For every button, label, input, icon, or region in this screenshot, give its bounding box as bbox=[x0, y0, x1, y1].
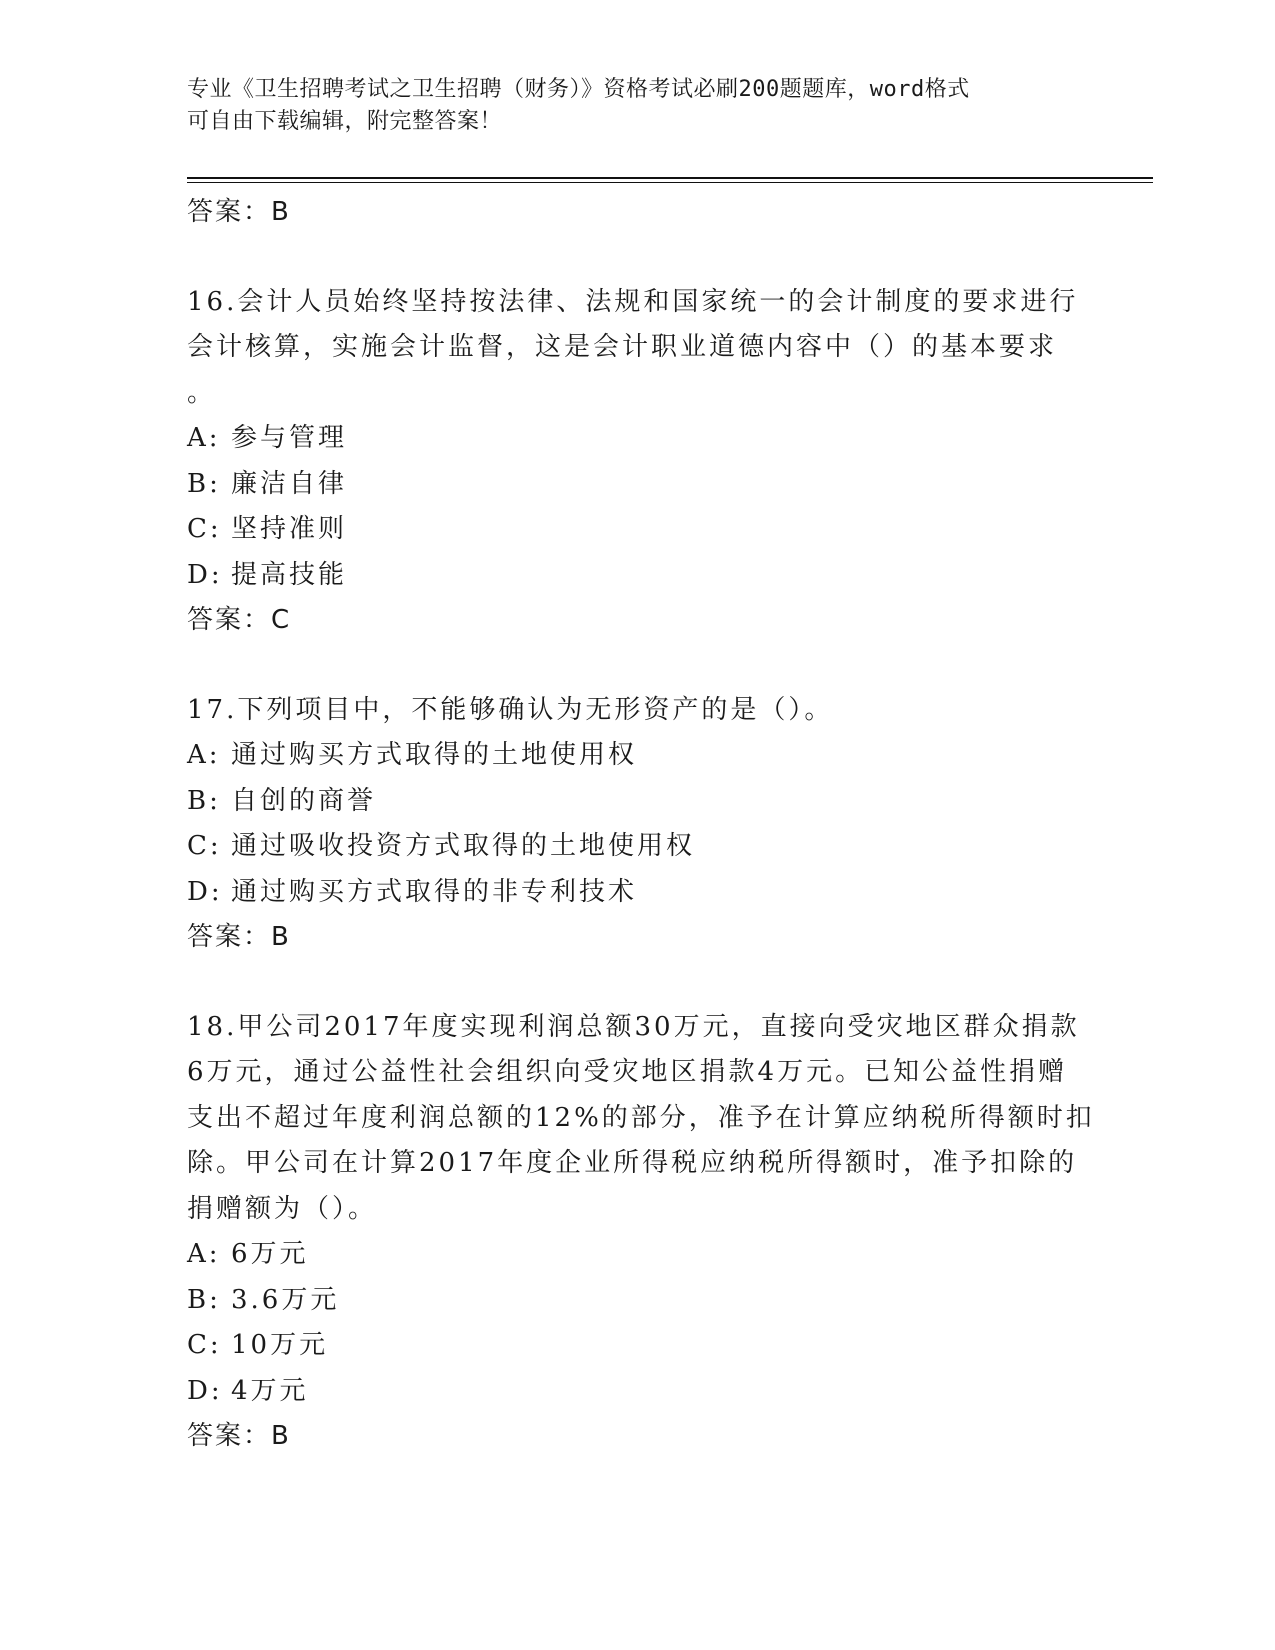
option-letter: D: bbox=[187, 876, 223, 907]
question-18 bbox=[187, 1005, 1095, 1460]
option-letter: B: bbox=[187, 785, 221, 816]
option-letter: C: bbox=[187, 831, 222, 861]
option-b bbox=[187, 779, 1087, 825]
option-letter: A: bbox=[187, 423, 221, 453]
option-text: 10万元 bbox=[231, 1330, 329, 1360]
option-letter: B: bbox=[187, 468, 221, 499]
option-c bbox=[187, 1323, 1087, 1369]
option-d bbox=[187, 1369, 1087, 1415]
question-stem-line: 6万元，通过公益性社会组织向受灾地区捐款4万元。已知公益性捐赠 bbox=[187, 1057, 1068, 1087]
option-b bbox=[187, 462, 1087, 508]
spacer bbox=[187, 236, 1087, 280]
question-stem-line: 除。甲公司在计算2017年度企业所得税应纳税所得额时，准予扣除的 bbox=[187, 1148, 1078, 1178]
option-text: 通过购买方式取得的非专利技术 bbox=[231, 876, 638, 907]
option-a bbox=[187, 733, 1087, 779]
option-letter: C: bbox=[187, 1330, 222, 1360]
option-letter: D: bbox=[187, 1375, 223, 1406]
option-letter: C: bbox=[187, 514, 222, 544]
option-c bbox=[187, 824, 1087, 870]
spacer bbox=[187, 644, 1087, 688]
answer-line: 答案：B bbox=[187, 922, 291, 952]
option-text: 参与管理 bbox=[231, 423, 348, 453]
option-b bbox=[187, 1278, 1087, 1324]
option-letter: A: bbox=[187, 1239, 221, 1269]
question-stem-line: 17.下列项目中，不能够确认为无形资产的是（）。 bbox=[187, 694, 834, 725]
question-content bbox=[187, 190, 1095, 1460]
option-text: 坚持准则 bbox=[231, 514, 348, 544]
spacer bbox=[187, 961, 1087, 1005]
option-text: 通过购买方式取得的土地使用权 bbox=[231, 740, 638, 770]
option-d bbox=[187, 870, 1087, 916]
header-divider-thick bbox=[187, 177, 1153, 179]
document-header bbox=[187, 74, 1087, 138]
question-stem-line: 会计核算，实施会计监督，这是会计职业道德内容中（）的基本要求 bbox=[187, 332, 1058, 362]
header-title-line-2: 可自由下载编辑，附完整答案！ bbox=[187, 109, 503, 134]
question-stem-line: 。 bbox=[187, 377, 217, 408]
question-16 bbox=[187, 280, 1087, 644]
option-a bbox=[187, 1232, 1087, 1278]
question-stem-line: 捐赠额为（）。 bbox=[187, 1193, 378, 1224]
option-text: 提高技能 bbox=[231, 559, 348, 590]
option-text: 自创的商誉 bbox=[231, 785, 377, 816]
option-text: 4万元 bbox=[231, 1375, 309, 1406]
option-a bbox=[187, 416, 1087, 462]
question-17 bbox=[187, 688, 1087, 961]
option-text: 6万元 bbox=[231, 1239, 309, 1269]
answer-line: 答案：B bbox=[187, 1421, 291, 1451]
header-divider-thin bbox=[187, 182, 1153, 183]
header-title-line-1: 专业《卫生招聘考试之卫生招聘（财务）》资格考试必刷200题题库，word格式 bbox=[187, 77, 970, 102]
option-text: 通过吸收投资方式取得的土地使用权 bbox=[231, 831, 696, 861]
question-stem-line: 16.会计人员始终坚持按法律、法规和国家统一的会计制度的要求进行 bbox=[187, 286, 1079, 317]
option-text: 廉洁自律 bbox=[231, 468, 348, 499]
option-letter: B: bbox=[187, 1284, 221, 1315]
question-stem-line: 18.甲公司2017年度实现利润总额30万元，直接向受灾地区群众捐款 bbox=[187, 1011, 1080, 1042]
option-text: 3.6万元 bbox=[231, 1284, 340, 1315]
question-stem-line: 支出不超过年度利润总额的12%的部分，准予在计算应纳税所得额时扣 bbox=[187, 1102, 1095, 1133]
option-c bbox=[187, 507, 1087, 553]
previous-answer: 答案：B bbox=[187, 197, 291, 227]
option-letter: D: bbox=[187, 559, 223, 590]
option-d bbox=[187, 553, 1087, 599]
option-letter: A: bbox=[187, 740, 221, 770]
answer-line: 答案：C bbox=[187, 605, 292, 635]
